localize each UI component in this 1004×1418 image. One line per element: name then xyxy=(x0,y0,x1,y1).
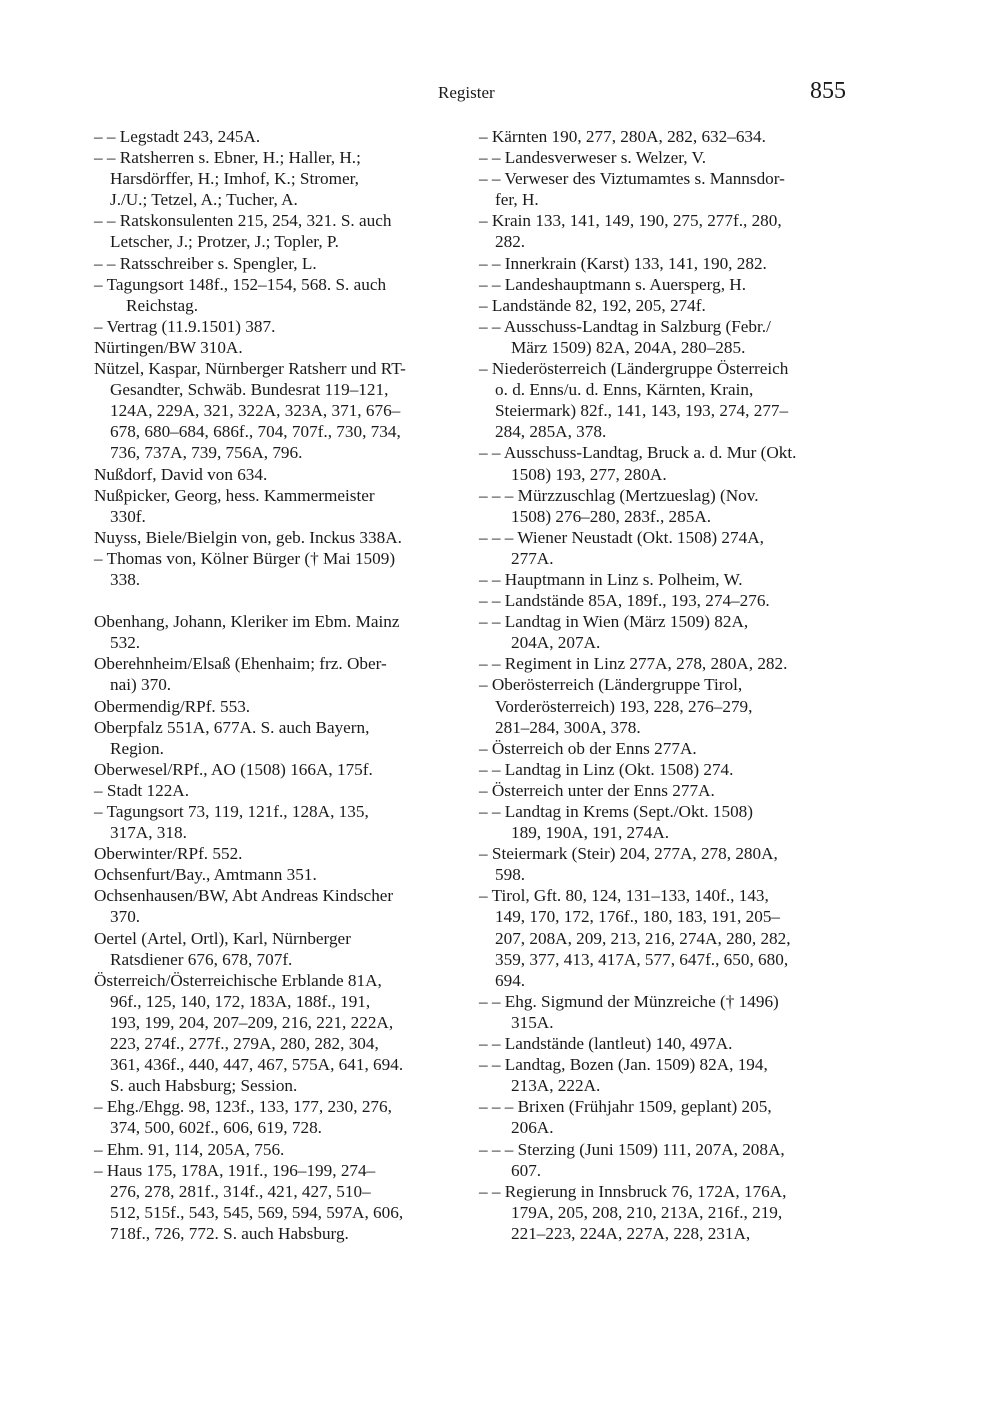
index-entry-continuation: Gesandter, Schwäb. Bundesrat 119–121, xyxy=(110,380,389,400)
index-entry-continuation: 282. xyxy=(495,232,526,252)
index-entry-continuation: 281–284, 300A, 378. xyxy=(495,717,641,737)
index-entry-continuation: 338. xyxy=(110,569,141,589)
index-entry xyxy=(94,801,466,843)
index-entry xyxy=(94,885,466,927)
index-column-right xyxy=(479,126,851,1244)
index-entry xyxy=(479,569,851,590)
section-gap xyxy=(94,590,466,611)
index-entry xyxy=(94,653,466,695)
index-entry-continuation: Harsdörffer, H.; Imhof, K.; Stromer, xyxy=(110,169,359,189)
index-entry-continuation: 213A, 222A. xyxy=(511,1076,601,1096)
index-entry-continuation: 207, 208A, 209, 213, 216, 274A, 280, 282, xyxy=(495,928,791,948)
index-entry-line: – – – Wiener Neustadt (Okt. 1508) 274A, xyxy=(479,527,764,547)
index-entry xyxy=(479,780,851,801)
index-entry-continuation: 694. xyxy=(495,970,526,990)
index-entry-continuation: 1508) 276–280, 283f., 285A. xyxy=(511,506,712,526)
index-entry xyxy=(479,442,851,484)
index-column-left xyxy=(94,126,466,1244)
index-entry-line: – Tagungsort 148f., 152–154, 568. S. auch xyxy=(94,274,387,294)
index-entry-line: – – – Sterzing (Juni 1509) 111, 207A, 208A, xyxy=(479,1139,785,1159)
index-entry xyxy=(479,1139,851,1181)
index-entry-line: – Tagungsort 73, 119, 121f., 128A, 135, xyxy=(94,802,369,821)
index-entry-continuation: Reichstag. xyxy=(126,295,199,315)
index-entry-line: – – – Brixen (Frühjahr 1509, geplant) 205, xyxy=(479,1097,772,1117)
index-entry xyxy=(94,548,466,590)
index-entry-continuation: Steiermark) 82f., 141, 143, 193, 274, 277– xyxy=(495,401,789,421)
index-entry-line: – – Regierung in Innsbruck 76, 172A, 176A, xyxy=(479,1181,787,1201)
index-entry-line: – – Landtag in Wien (März 1509) 82A, xyxy=(479,612,749,632)
index-entry xyxy=(94,843,466,864)
index-entry xyxy=(479,316,851,358)
index-entry-continuation: 315A. xyxy=(511,1012,554,1032)
index-entry xyxy=(479,1033,851,1054)
index-entry-continuation: Letscher, J.; Protzer, J.; Topler, P. xyxy=(110,232,339,252)
index-entry xyxy=(94,1139,466,1160)
index-entry xyxy=(94,485,466,527)
index-entry-line: – Niederösterreich (Ländergruppe Österreich xyxy=(479,359,789,379)
index-entry-continuation: 607. xyxy=(511,1160,542,1180)
index-entry-continuation: 532. xyxy=(110,633,141,653)
index-entry xyxy=(479,590,851,611)
index-entry-continuation: Ratsdiener 676, 678, 707f. xyxy=(110,949,293,969)
index-entry-continuation: 193, 199, 204, 207–209, 216, 221, 222A, xyxy=(110,1012,394,1032)
index-entry xyxy=(479,1096,851,1138)
index-entry-line: Nußdorf, David von 634. xyxy=(94,464,268,484)
index-entry xyxy=(94,316,466,337)
index-entry-continuation: 317A, 318. xyxy=(110,823,187,843)
index-entry xyxy=(479,759,851,780)
index-entry xyxy=(479,147,851,168)
index-entry-line: – – Hauptmann in Linz s. Polheim, W. xyxy=(479,569,743,589)
index-entry-continuation: 206A. xyxy=(511,1118,554,1138)
index-entry-line: – – Verweser des Viztumamtes s. Mannsdor- xyxy=(479,169,785,189)
index-entry-continuation: 276, 278, 281f., 314f., 421, 427, 510– xyxy=(110,1181,371,1201)
index-entry-line: Nützel, Kaspar, Nürnberger Ratsherr und RT- xyxy=(94,359,406,379)
index-entry-continuation: 221–223, 224A, 227A, 228, 231A, xyxy=(511,1223,751,1243)
index-entry xyxy=(479,843,851,885)
index-entry-continuation: 204A, 207A. xyxy=(511,633,601,653)
index-entry-line: – – Ratsherren s. Ebner, H.; Haller, H.; xyxy=(94,148,361,168)
index-entry-line: Oberpfalz 551A, 677A. S. auch Bayern, xyxy=(94,717,370,737)
index-entry-line: – Krain 133, 141, 149, 190, 275, 277f., 280, xyxy=(479,211,782,231)
index-entry-continuation: 1508) 193, 277, 280A. xyxy=(511,464,667,484)
index-entry-line: – – Landtag in Linz (Okt. 1508) 274. xyxy=(479,759,734,779)
index-entry xyxy=(94,1096,466,1138)
index-entry xyxy=(479,1181,851,1244)
index-entry-continuation: 370. xyxy=(110,907,141,927)
index-entry-line: – Ehm. 91, 114, 205A, 756. xyxy=(94,1139,285,1159)
index-entry xyxy=(479,885,851,990)
index-entry-line: – – Landtag in Krems (Sept./Okt. 1508) xyxy=(479,802,754,821)
index-entry-line: – Vertrag (11.9.1501) 387. xyxy=(94,316,276,336)
index-entry-continuation: fer, H. xyxy=(495,190,539,210)
index-entry-continuation: 598. xyxy=(495,865,526,885)
index-entry-continuation: Region. xyxy=(110,738,164,758)
index-entry-continuation: 374, 500, 602f., 606, 619, 728. xyxy=(110,1118,322,1138)
index-entry-line: – – Landesverweser s. Welzer, V. xyxy=(479,148,707,168)
page-number: 855 xyxy=(810,78,846,104)
index-entry-continuation: J./U.; Tetzel, A.; Tucher, A. xyxy=(110,190,298,210)
index-entry xyxy=(479,126,851,147)
index-entry-line: – Kärnten 190, 277, 280A, 282, 632–634. xyxy=(479,127,766,146)
index-entry xyxy=(479,210,851,252)
index-entry-line: – – Legstadt 243, 245A. xyxy=(94,127,261,146)
running-head: Register xyxy=(438,83,495,102)
index-entry-line: Oberehnheim/Elsaß (Ehenhaim; frz. Ober- xyxy=(94,654,387,674)
index-entry-line: – – Landeshauptmann s. Auersperg, H. xyxy=(479,274,746,294)
index-entry-line: Oberwinter/RPf. 552. xyxy=(94,844,243,864)
index-entry-line: – – Landstände (lantleut) 140, 497A. xyxy=(479,1034,733,1054)
index-entry xyxy=(94,274,466,316)
index-entry xyxy=(94,253,466,274)
index-entry-continuation: 149, 170, 172, 176f., 180, 183, 191, 205– xyxy=(495,907,781,927)
index-entry-line: – – Ehg. Sigmund der Münzreiche († 1496) xyxy=(479,991,779,1011)
index-entry-line: – – Landtag, Bozen (Jan. 1509) 82A, 194, xyxy=(479,1055,768,1075)
index-entry-continuation: S. auch Habsburg; Session. xyxy=(110,1076,298,1096)
index-entry-continuation: 179A, 205, 208, 210, 213A, 216f., 219, xyxy=(511,1202,783,1222)
index-entry-line: Nürtingen/BW 310A. xyxy=(94,337,243,357)
index-entry xyxy=(94,337,466,358)
index-entry-line: – – Ratskonsulenten 215, 254, 321. S. auch xyxy=(94,211,392,231)
index-entry xyxy=(479,1054,851,1096)
index-entry-continuation: 678, 680–684, 686f., 704, 707f., 730, 734, xyxy=(110,422,401,442)
index-entry xyxy=(94,928,466,970)
index-entry-continuation: o. d. Enns/u. d. Enns, Kärnten, Krain, xyxy=(495,380,754,400)
index-entry xyxy=(479,358,851,442)
index-entry-line: – Stadt 122A. xyxy=(94,780,190,800)
index-entry-continuation: 736, 737A, 739, 756A, 796. xyxy=(110,443,303,463)
index-entry-continuation: 124A, 229A, 321, 322A, 323A, 371, 676– xyxy=(110,401,401,421)
index-entry xyxy=(479,253,851,274)
index-entry-line: – Steiermark (Steir) 204, 277A, 278, 280A, xyxy=(479,844,778,864)
index-entry-continuation: 223, 274f., 277f., 279A, 280, 282, 304, xyxy=(110,1034,379,1054)
index-entry-line: – – Ausschuss-Landtag in Salzburg (Febr./ xyxy=(479,316,771,336)
index-entry-continuation: nai) 370. xyxy=(110,675,172,695)
index-entry-continuation: 96f., 125, 140, 172, 183A, 188f., 191, xyxy=(110,991,371,1011)
index-entry-continuation: 277A. xyxy=(511,548,554,568)
index-entry-line: Österreich/Österreichische Erblande 81A, xyxy=(94,970,382,990)
index-entry xyxy=(94,717,466,759)
index-entry xyxy=(479,653,851,674)
index-entry-line: – Oberösterreich (Ländergruppe Tirol, xyxy=(479,675,743,695)
index-entry-continuation: 284, 285A, 378. xyxy=(495,422,607,442)
index-entry-line: – – Landstände 85A, 189f., 193, 274–276. xyxy=(479,591,770,611)
index-entry xyxy=(94,970,466,1097)
index-entry xyxy=(479,274,851,295)
index-entry xyxy=(94,780,466,801)
index-entry xyxy=(94,527,466,548)
index-entry xyxy=(94,1160,466,1244)
index-entry-line: – Thomas von, Kölner Bürger († Mai 1509) xyxy=(94,548,396,568)
index-entry xyxy=(94,759,466,780)
index-entry-line: – Österreich ob der Enns 277A. xyxy=(479,738,697,758)
index-entry xyxy=(94,358,466,463)
index-entry-line: – Österreich unter der Enns 277A. xyxy=(479,780,715,800)
index-entry xyxy=(94,210,466,252)
index-entry-line: – Landstände 82, 192, 205, 274f. xyxy=(479,295,706,315)
index-entry xyxy=(479,168,851,210)
index-entry xyxy=(479,485,851,527)
index-entry-line: Ochsenfurt/Bay., Amtmann 351. xyxy=(94,865,317,885)
index-entry xyxy=(479,527,851,569)
index-entry xyxy=(94,147,466,210)
index-entry xyxy=(94,696,466,717)
index-entry xyxy=(479,801,851,843)
index-entry xyxy=(479,738,851,759)
index-entry xyxy=(479,991,851,1033)
index-entry-line: Obenhang, Johann, Kleriker im Ebm. Mainz xyxy=(94,612,400,632)
index-entry-line: Nußpicker, Georg, hess. Kammermeister xyxy=(94,485,375,505)
index-entry xyxy=(94,464,466,485)
index-entry-line: – – Ratsschreiber s. Spengler, L. xyxy=(94,253,317,273)
index-entry-line: – – – Mürzzuschlag (Mertzueslag) (Nov. xyxy=(479,485,759,505)
index-entry-line: Ochsenhausen/BW, Abt Andreas Kindscher xyxy=(94,886,394,906)
index-entry-line: – Ehg./Ehgg. 98, 123f., 133, 177, 230, 276, xyxy=(94,1097,392,1117)
index-entry-continuation: März 1509) 82A, 204A, 280–285. xyxy=(511,337,746,357)
index-entry-line: – – Innerkrain (Karst) 133, 141, 190, 282. xyxy=(479,253,767,273)
index-entry xyxy=(94,611,466,653)
index-entry-continuation: Vorderösterreich) 193, 228, 276–279, xyxy=(495,696,753,716)
index-entry xyxy=(479,674,851,737)
index-entry-line: – – Ausschuss-Landtag, Bruck a. d. Mur (Okt. xyxy=(479,443,797,463)
index-entry-line: Nuyss, Biele/Bielgin von, geb. Inckus 338A. xyxy=(94,527,402,547)
index-entry-continuation: 189, 190A, 191, 274A. xyxy=(511,823,670,843)
index-entry xyxy=(479,611,851,653)
index-entry-line: Oertel (Artel, Ortl), Karl, Nürnberger xyxy=(94,928,351,948)
index-entry-continuation: 512, 515f., 543, 545, 569, 594, 597A, 606, xyxy=(110,1202,404,1222)
index-entry xyxy=(479,295,851,316)
index-entry xyxy=(94,126,466,147)
index-entry xyxy=(94,864,466,885)
index-entry-line: Obermendig/RPf. 553. xyxy=(94,696,251,716)
index-entry-line: Oberwesel/RPf., AO (1508) 166A, 175f. xyxy=(94,759,373,779)
index-entry-line: – Haus 175, 178A, 191f., 196–199, 274– xyxy=(94,1160,376,1180)
index-entry-continuation: 359, 377, 413, 417A, 577, 647f., 650, 680, xyxy=(495,949,789,969)
index-entry-continuation: 718f., 726, 772. S. auch Habsburg. xyxy=(110,1223,349,1243)
index-entry-line: – Tirol, Gft. 80, 124, 131–133, 140f., 143, xyxy=(479,886,769,906)
index-entry-line: – – Regiment in Linz 277A, 278, 280A, 282. xyxy=(479,654,788,674)
index-entry-continuation: 361, 436f., 440, 447, 467, 575A, 641, 694. xyxy=(110,1055,404,1075)
index-entry-continuation: 330f. xyxy=(110,506,146,526)
